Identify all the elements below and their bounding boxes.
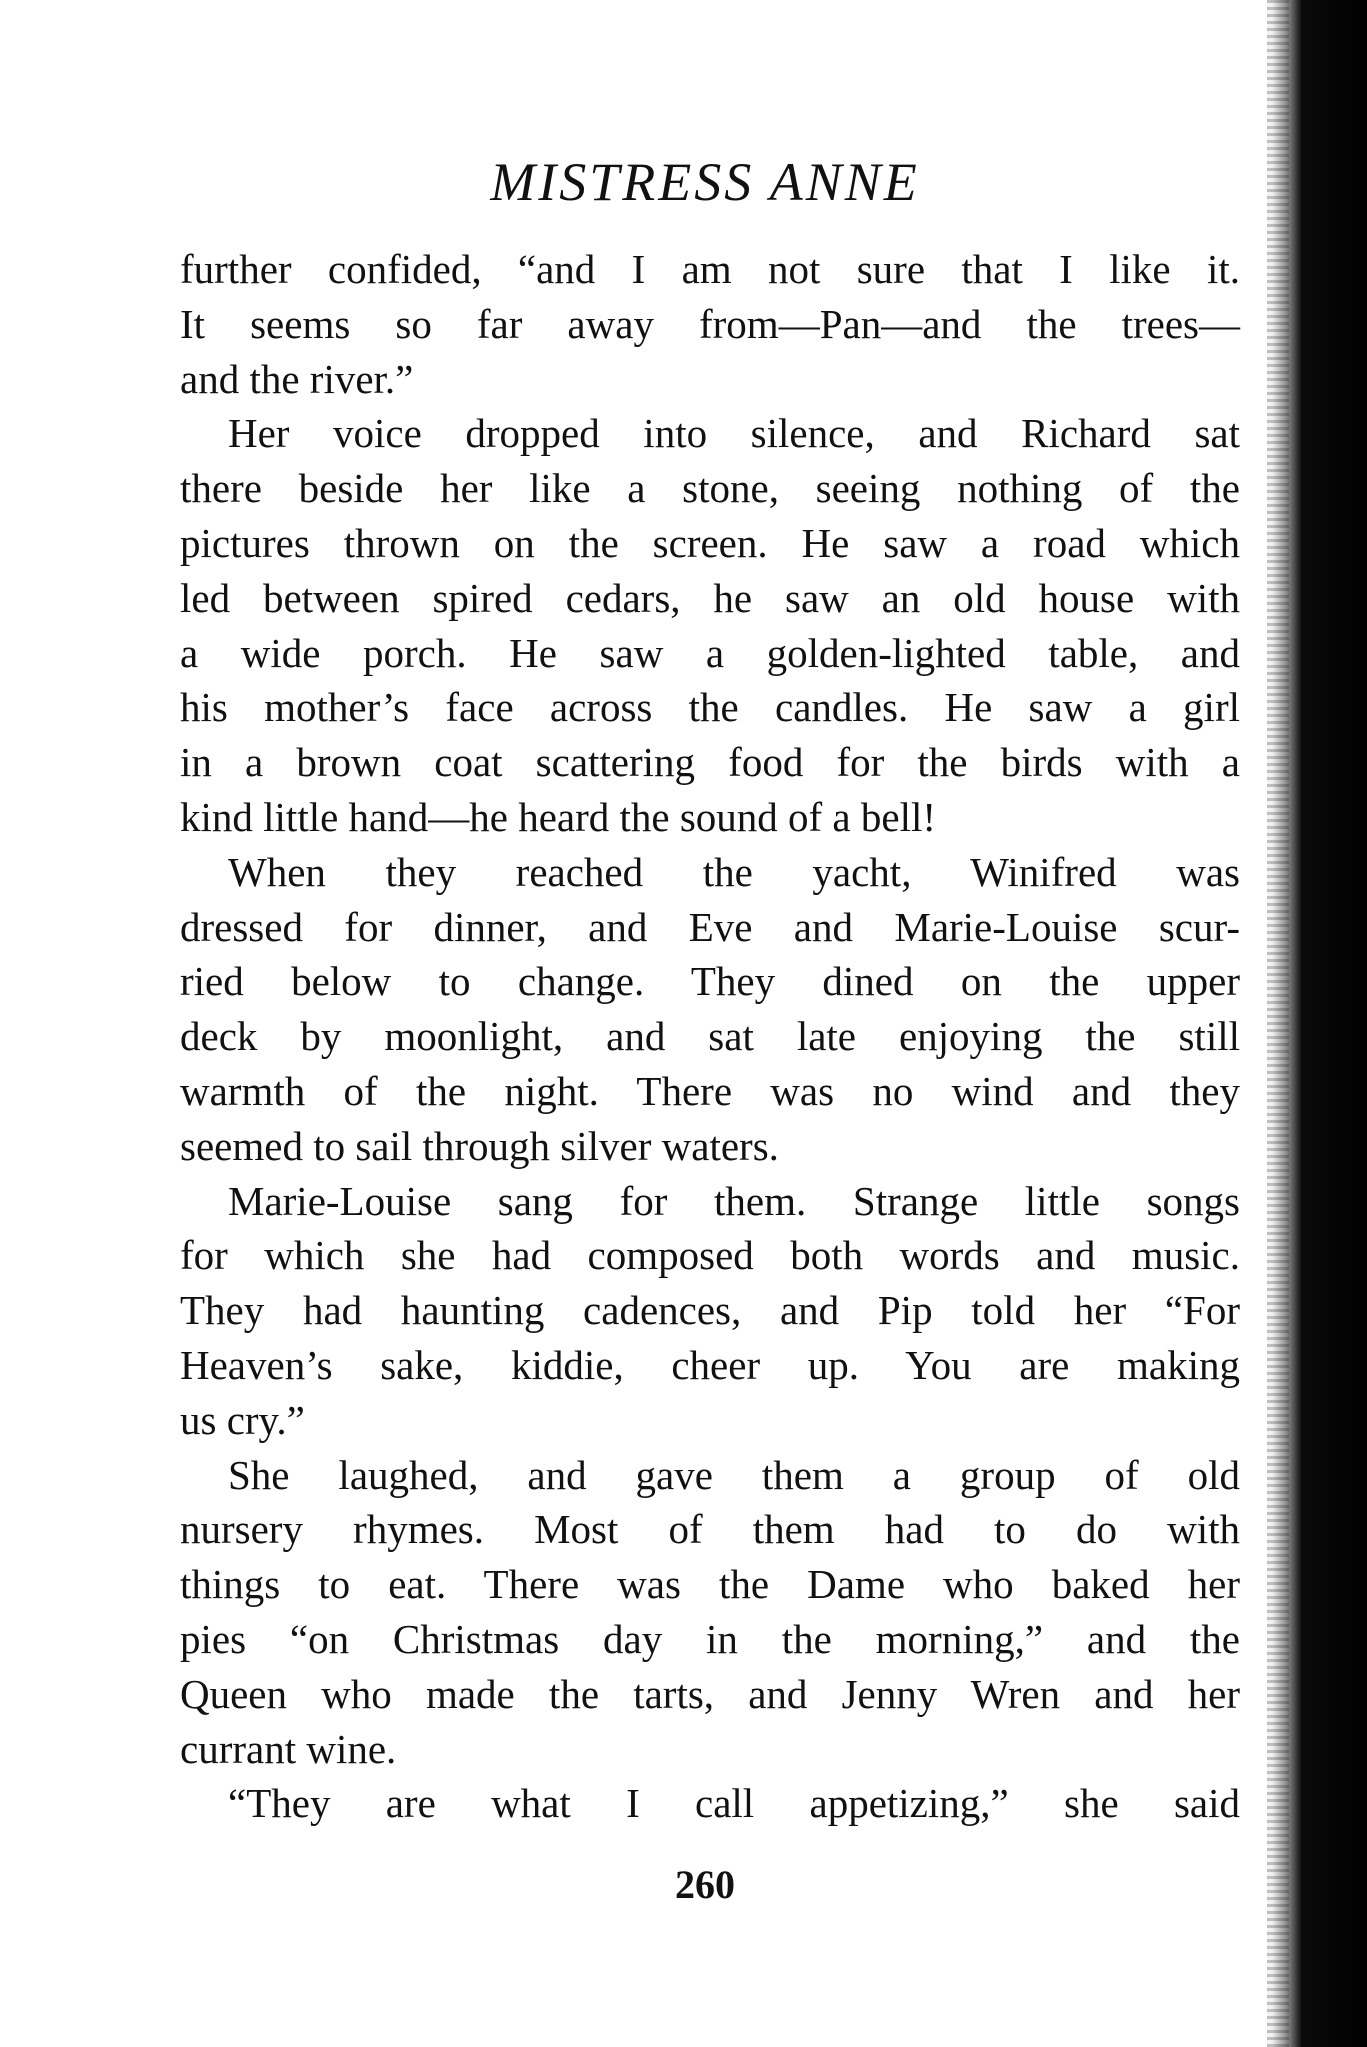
text-line: Heaven’s sake, kiddie, cheer up. You are making: [180, 1341, 1240, 1388]
text-line: deck by moonlight, and sat late enjoying the still: [180, 1013, 1240, 1060]
text-line: “They are what I call appetizing,” she said: [228, 1780, 1240, 1827]
text-line: pies “on Christmas day in the morning,” and the: [180, 1615, 1240, 1662]
page-number: 260: [675, 1862, 735, 1907]
text-line: ried below to change. They dined on the upper: [180, 958, 1240, 1005]
binding-gutter-edge: [1267, 0, 1289, 2047]
text-line: led between spired cedars, he saw an old house with: [180, 574, 1240, 621]
text-line: pictures thrown on the screen. He saw a road which: [180, 519, 1240, 566]
text-line: When they reached the yacht, Winifred was: [228, 848, 1240, 895]
text-line: nursery rhymes. Most of them had to do with: [180, 1506, 1240, 1553]
text-line: further confided, “and I am not sure that I like it.: [180, 246, 1240, 292]
text-line: warmth of the night. There was no wind and they: [180, 1067, 1240, 1114]
text-line: Queen who made the tarts, and Jenny Wren and her: [180, 1670, 1240, 1717]
text-line: currant wine.: [180, 1725, 397, 1772]
text-line: It seems so far away from—Pan—and the trees—: [180, 300, 1240, 347]
text-line: things to eat. There was the Dame who baked her: [180, 1561, 1240, 1608]
text-line: and the river.”: [180, 355, 414, 402]
text-line: a wide porch. He saw a golden-lighted table, and: [180, 629, 1240, 676]
text-line: us cry.”: [180, 1396, 305, 1443]
text-line: Her voice dropped into silence, and Richard sat: [228, 410, 1240, 457]
body-text: [180, 242, 1240, 1831]
text-line: She laughed, and gave them a group of old: [228, 1451, 1240, 1498]
text-line: Marie-Louise sang for them. Strange little songs: [228, 1177, 1240, 1224]
text-line: kind little hand—he heard the sound of a bell!: [180, 793, 937, 840]
text-line: there beside her like a stone, seeing nothing of the: [180, 465, 1240, 512]
text-line: They had haunting cadences, and Pip told her “For: [180, 1287, 1240, 1334]
text-line: dressed for dinner, and Eve and Marie-Louise scur-: [180, 903, 1240, 950]
text-line: seemed to sail through silver waters.: [180, 1122, 779, 1169]
running-head: MISTRESS ANNE: [490, 152, 920, 212]
text-line: his mother’s face across the candles. He saw a girl: [180, 684, 1240, 731]
text-line: for which she had composed both words and music.: [180, 1232, 1240, 1279]
text-line: in a brown coat scattering food for the birds with a: [180, 739, 1240, 786]
